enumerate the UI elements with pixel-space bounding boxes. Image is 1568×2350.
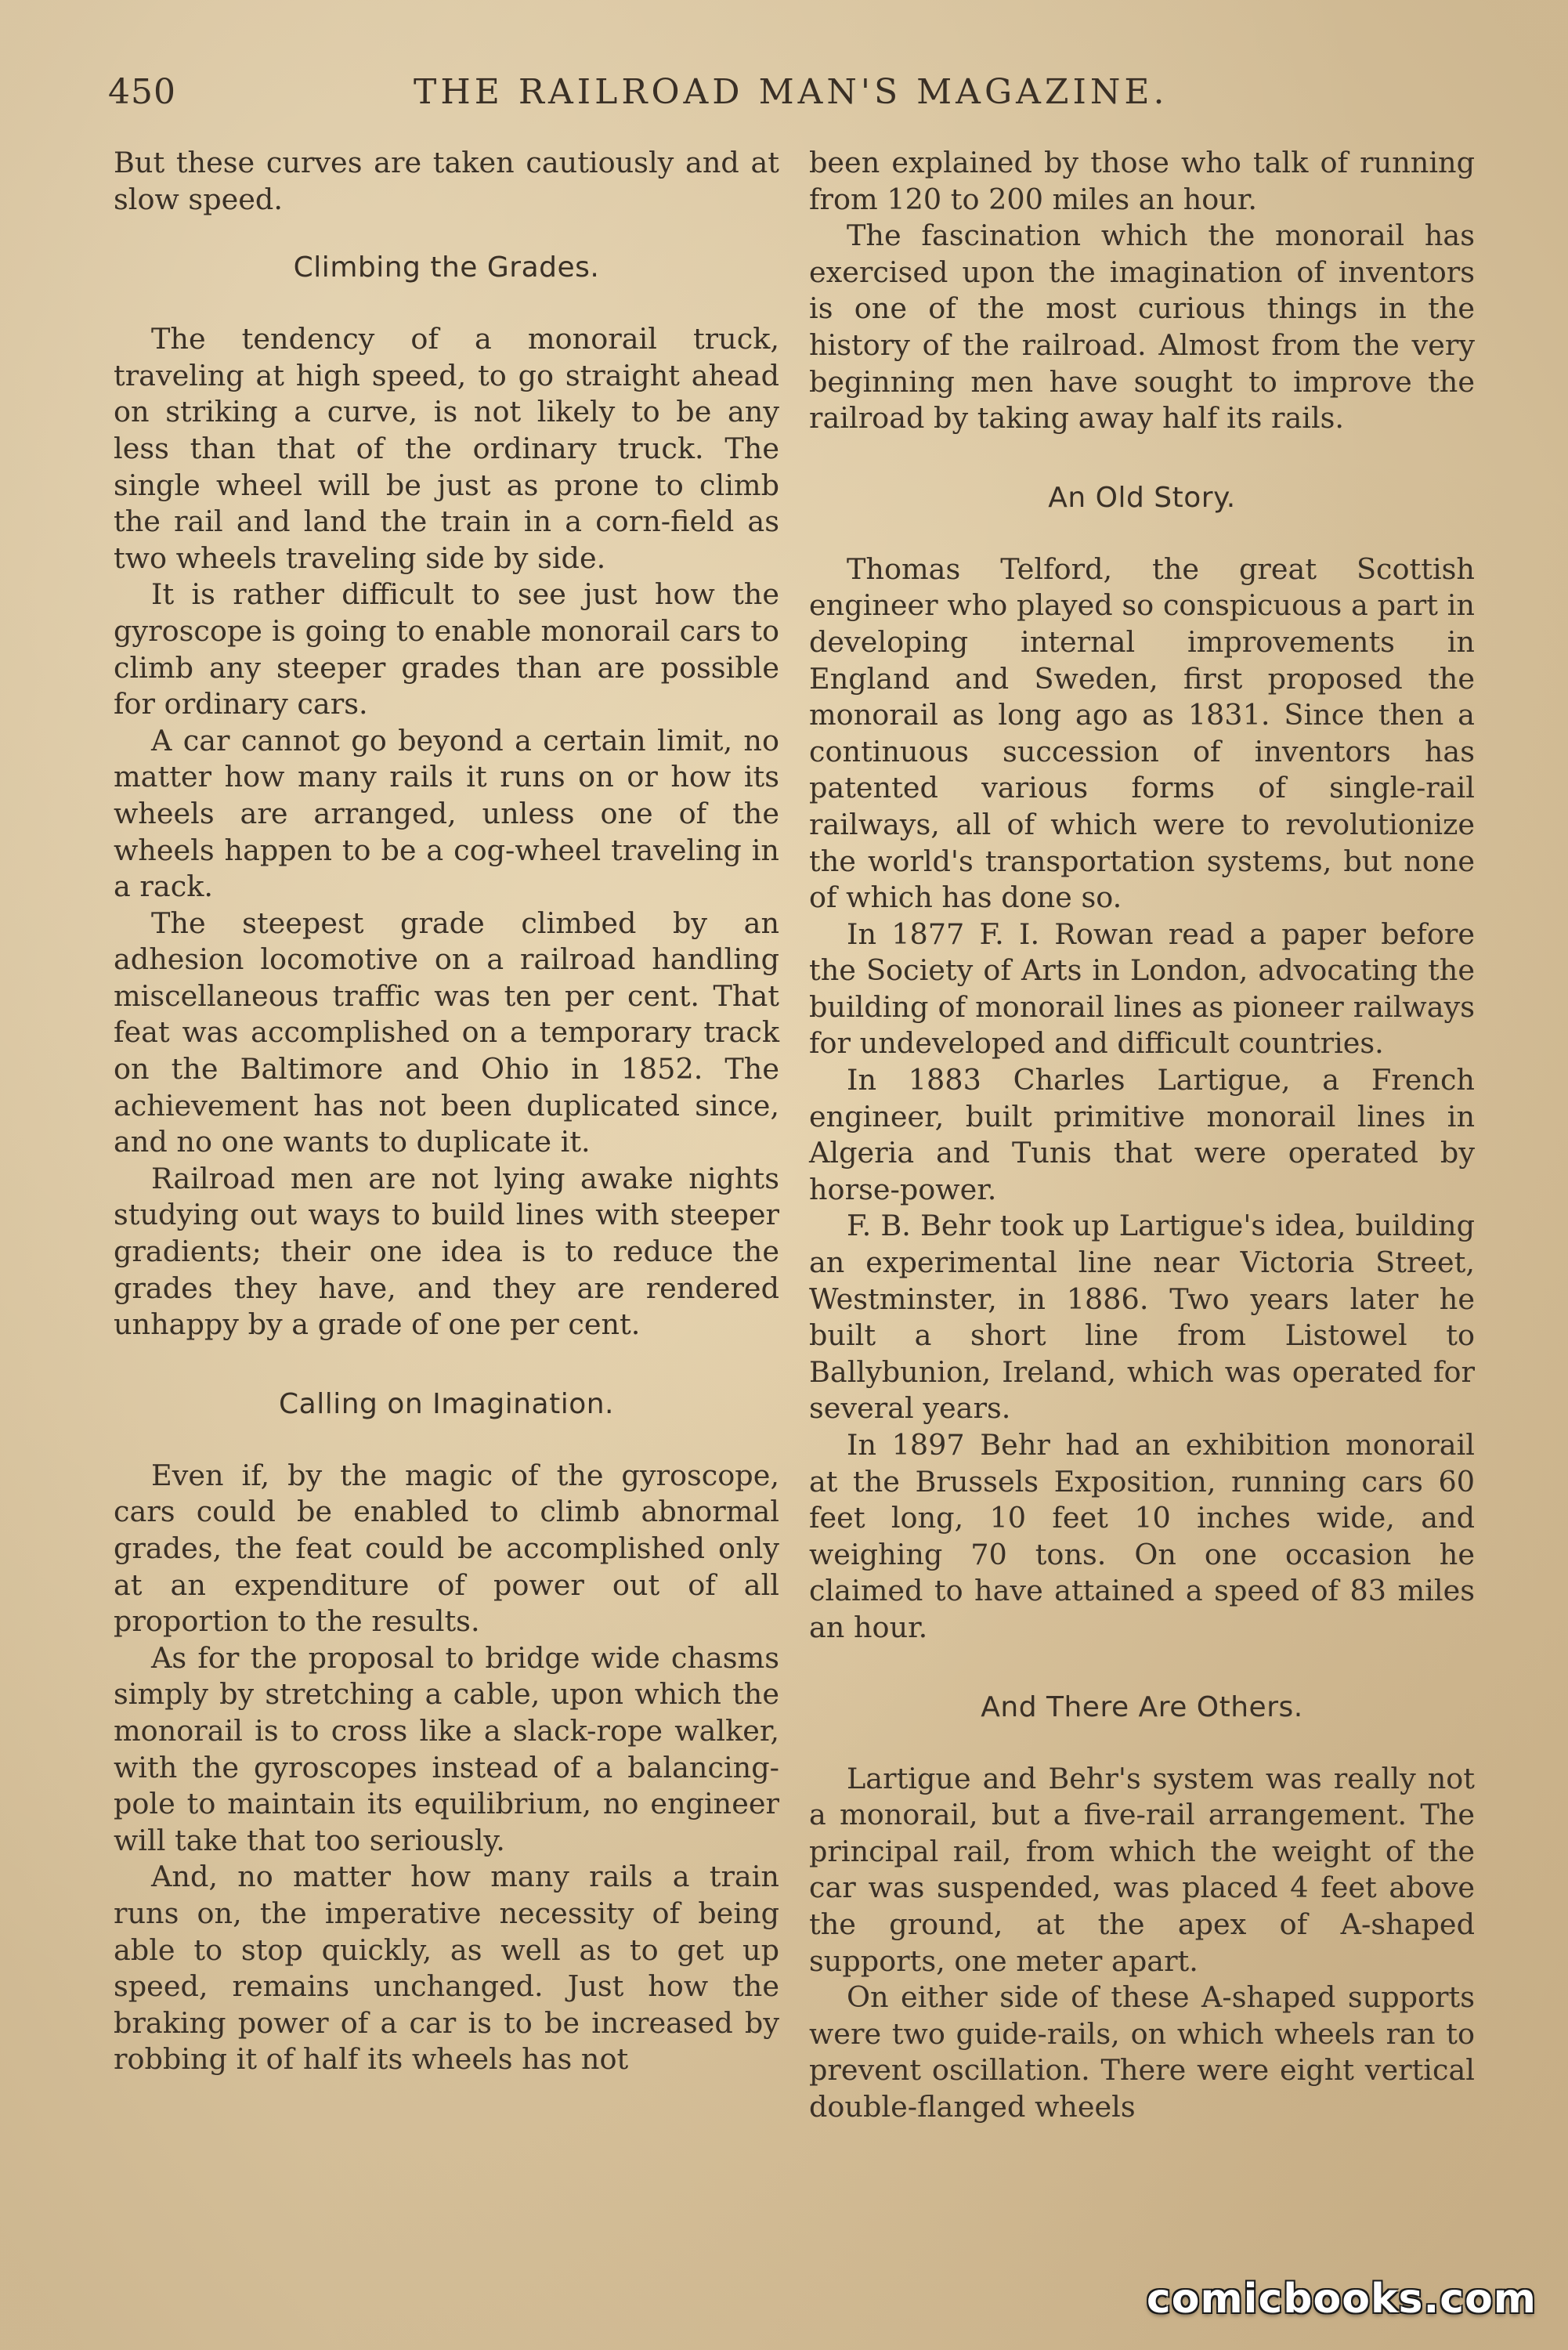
paragraph: In 1877 F. I. Rowan read a paper before the Society of Arts in London, advocating the building of monorail lines as pioneer railways for undeveloped and difficult countries. xyxy=(809,916,1475,1061)
page-header xyxy=(108,72,1479,119)
paragraph: It is rather difficult to see just how the gyroscope is going to enable monorail cars to climb any steeper grades than are possible for ordinary cars. xyxy=(114,577,779,721)
paragraph: A car cannot go beyond a certain limit, no matter how many rails it runs on or how its wheels are arranged, unless one of the wheels happen to be a cog-wheel traveling in a rack. xyxy=(114,723,779,904)
paragraph: On either side of these A-shaped supports were two guide-rails, on which wheels ran to prevent oscillation. There were eight vertical double-flanged wheels xyxy=(809,1980,1475,2124)
page-number: 450 xyxy=(108,72,176,112)
section-heading: An Old Story. xyxy=(1048,481,1236,514)
paragraph: But these curves are taken cautiously and at slow speed. xyxy=(114,146,779,216)
paragraph: The fascination which the monorail has exercised upon the imagination of inventors is one of the most curious things in the history of the railroad. Almost from the very beginning men have sought to improve the railroad by taking away half its rails. xyxy=(809,219,1475,436)
left-column xyxy=(114,145,779,2078)
paragraph: The tendency of a monorail truck, traveling at high speed, to go straight ahead on striking a curve, is not likely to be any less than that of the ordinary truck. The single wheel will be just as prone to climb the rail and land the train in a corn-field as two wheels traveling side by side. xyxy=(114,322,779,575)
paragraph: As for the proposal to bridge wide chasms simply by stretching a cable, upon which the monorail is to cross like a slack-rope walker, with the gyroscopes instead of a balancing-pole to maintain its equilibrium, no engineer will take that too seriously. xyxy=(114,1640,779,1857)
section-heading: And There Are Others. xyxy=(981,1690,1303,1723)
paragraph: Thomas Telford, the great Scottish engineer who played so conspicuous a part in developing internal improvements in England and Sweden, first proposed the monorail as long ago as 1831. Since then a continuous succession of inventors has patented various forms of single-rail railways, all of which were to revolutionize the world's transportation systems, but none of which has done so. xyxy=(809,551,1475,915)
paragraph: been explained by those who talk of running from 120 to 200 miles an hour. xyxy=(809,146,1475,216)
running-title: THE RAILROAD MAN'S MAGAZINE. xyxy=(414,72,1169,112)
paragraph: Even if, by the magic of the gyroscope, cars could be enabled to climb abnormal grades, the feat could be accomplished only at an expenditure of power out of all proportion to the results. xyxy=(114,1458,779,1639)
paragraph: And, no matter how many rails a train runs on, the imperative necessity of being able to stop quickly, as well as to get up speed, remains unchanged. Just how the braking power of a car is to be increased by robbing it of half its wheels has not xyxy=(114,1860,779,2077)
watermark: comicbooks.com xyxy=(1146,2276,1537,2323)
paragraph: In 1897 Behr had an exhibition monorail at the Brussels Exposition, running cars 60 feet long, 10 feet 10 inches wide, and weighing 70 tons. On one occasion he claimed to have attained a speed of 83 miles an hour. xyxy=(809,1428,1475,1644)
paragraph: Railroad men are not lying awake nights studying out ways to build lines with steeper gradients; their one idea is to reduce the grades they have, and they are rendered unhappy by a grade of one per cent. xyxy=(114,1161,779,1342)
paragraph: In 1883 Charles Lartigue, a French engineer, built primitive monorail lines in Algeria and Tunis that were operated by horse-power. xyxy=(809,1063,1475,1206)
section-heading: Climbing the Grades. xyxy=(293,251,600,284)
right-column xyxy=(809,145,1475,2126)
section-heading: Calling on Imagination. xyxy=(279,1387,614,1420)
paragraph: F. B. Behr took up Lartigue's idea, building an experimental line near Victoria Street, Westminster, in 1886. Two years later he built a short line from Listowel to Ballybunion, Ireland, which was operated for several years. xyxy=(809,1209,1475,1426)
paragraph: Lartigue and Behr's system was really not a monorail, but a five-rail arrangement. The principal rail, from which the weight of the car was suspended, was placed 4 feet above the ground, at the apex of A-shaped supports, one meter apart. xyxy=(809,1761,1475,1978)
paragraph: The steepest grade climbed by an adhesion locomotive on a railroad handling miscellaneous traffic was ten per cent. That feat was accomplished on a temporary track on the Baltimore and Ohio in 1852. The achievement has not been duplicated since, and no one wants to duplicate it. xyxy=(114,906,779,1159)
